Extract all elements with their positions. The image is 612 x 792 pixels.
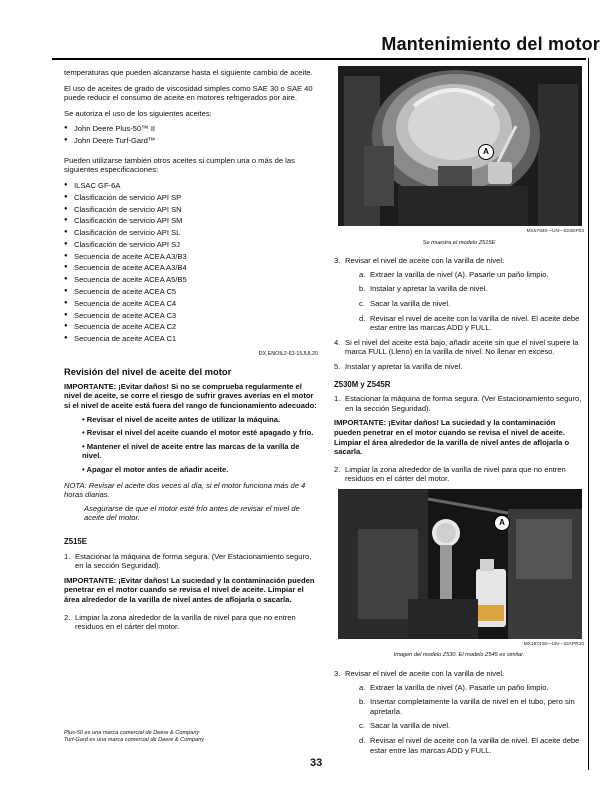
list-item: ● John Deere Turf-Gard™ xyxy=(64,136,318,146)
list-item: ● John Deere Plus-50™ II xyxy=(64,124,318,134)
substep-list xyxy=(345,683,584,756)
step-list xyxy=(334,465,584,484)
step-item: 1. Estacionar la máquina de forma segura. (Ver Estacionamiento seguro, en la sección Seguridad). xyxy=(64,551,312,571)
substep-item: d. Revisar el nivel de aceite con la varilla de nivel. El aceite debe estar entre las marcas ADD y FULL. xyxy=(359,313,580,333)
substep-item: a. Extraer la varilla de nivel (A). Pasarle un paño limpio. xyxy=(359,682,549,692)
header-rule xyxy=(52,58,586,60)
substep-item: b. Insertar completamente la varilla de nivel en el tubo, pero sin apretarla. xyxy=(359,697,575,716)
footnotes xyxy=(64,730,314,744)
page-number: 33 xyxy=(310,757,323,769)
step-text: Instalar y apretar la varilla de nivel. xyxy=(345,361,463,371)
list-item: ● Secuencia de aceite ACEA C5 xyxy=(64,287,318,297)
list-item: ● Clasificación de servicio API SM xyxy=(64,216,318,226)
footnote: Turf-Gard es una marca comercial de Deere & Company xyxy=(64,737,205,743)
list-item: ● Secuencia de aceite ACEA C4 xyxy=(64,299,318,309)
step-list xyxy=(334,256,584,371)
step-list xyxy=(64,552,318,571)
substep-item: c. Sacar la varilla de nivel. xyxy=(359,298,451,308)
note: NOTA: Revisar el aceite dos veces al día, si el motor funciona más de 4 horas diarias. xyxy=(64,480,306,500)
substep-text: Sacar la varilla de nivel. xyxy=(370,721,451,731)
step-text: Limpiar la zona alrededor de la varilla de nivel para que no entren residuos en el cárter del motor. xyxy=(75,612,296,632)
list-item: ● ILSAC GF-6A xyxy=(64,181,318,191)
paragraph: Se autoriza el uso de los siguientes aceites: xyxy=(64,108,212,118)
figure-id: MX187426—UN—22APR20 xyxy=(523,641,584,647)
page-title: Mantenimiento del motor xyxy=(381,34,600,54)
substep-text: Instalar y apretar la varilla de nivel. xyxy=(370,284,488,294)
substep-text: Extraer la varilla de nivel (A). Pasarle un paño limpio. xyxy=(370,682,549,692)
step-text: Revisar el nivel de aceite con la varilla de nivel: xyxy=(345,256,505,266)
footnote: Plus-50 es una marca comercial de Deere & Company xyxy=(64,730,200,736)
paragraph: Pueden utilizarse también otros aceites si cumplen una o más de las siguientes especificaciones: xyxy=(64,155,295,175)
engine-photo-z530 xyxy=(338,489,582,639)
step-text: Limpiar la zona alrededor de la varilla de nivel para que no entren residuos en el cárter del motor. xyxy=(345,464,566,484)
step-text: Revisar el nivel de aceite con la varilla de nivel. xyxy=(345,669,505,679)
step-item: 3. Revisar el nivel de aceite con la varilla de nivel: a. Extraer la varilla de nivel (A). Pasarle un paño limpio. b. Instalar y apretar la varilla de nivel. c. Sacar la varilla de nivel. d. Revisar el nivel de aceite con la varilla de nivel. El aceite debe estar entre las marcas ADD y FULL. xyxy=(334,256,584,333)
paragraph: temperaturas que pueden alcanzarse hasta el siguiente cambio de aceite. xyxy=(64,68,313,77)
substep-text: Extraer la varilla de nivel (A). Pasarle un paño limpio. xyxy=(370,269,549,279)
step-list xyxy=(334,669,584,755)
substep-text: Revisar el nivel de aceite con la varilla de nivel. El aceite debe estar entre las marcas ADD y FULL. xyxy=(370,736,580,755)
figure-caption: Se muestra el modelo Z515E xyxy=(422,239,496,246)
important-item: • Revisar el nivel de aceite antes de utilizar la máquina. xyxy=(82,414,281,424)
important-item: • Mantener el nivel de aceite entre las marcas de la varilla de nivel. xyxy=(82,441,300,461)
important-notice: IMPORTANTE: ¡Evitar daños! La suciedad y la contaminación pueden penetrar en el motor cuando se revisa el nivel de aceite. Limpiar el área alrededor de la varilla de nivel antes de aflojarla o sacarla. xyxy=(334,418,570,457)
note-continuation: Asegurarse de que el motor esté frío antes de revisar el nivel de aceite del motor. xyxy=(84,503,300,523)
list-item: ● Secuencia de aceite ACEA C1 xyxy=(64,334,318,344)
step-item: 1. Estacionar la máquina de forma segura. (Ver Estacionamiento seguro, en la sección Seguridad). xyxy=(334,394,582,413)
step-list xyxy=(64,613,318,632)
left-column xyxy=(64,68,318,637)
list-item: ● Clasificación de servicio API SN xyxy=(64,205,318,215)
engine-photo-z515e xyxy=(338,66,582,226)
step-text: Estacionar la máquina de forma segura. (Ver Estacionamiento seguro, en la sección Seguridad). xyxy=(75,551,312,571)
step-item: 5. Instalar y apretar la varilla de nivel. xyxy=(334,361,463,371)
step-list xyxy=(334,394,584,413)
figure-id: MX57840—UN—02SEP03 xyxy=(526,229,584,234)
substep-text: Sacar la varilla de nivel. xyxy=(370,298,451,308)
list-item: ● Clasificación de servicio API SL xyxy=(64,228,318,238)
engine-illustration xyxy=(338,489,582,639)
substep-list xyxy=(345,270,584,333)
step-text: Si el nivel del aceite está bajo, añadir aceite sin que el nivel supere la marca FULL (Lleno) en la varilla de nivel. No llenar en exceso. xyxy=(345,337,579,357)
step-text: Estacionar la máquina de forma segura. (Ver Estacionamiento seguro, en la sección Seguridad). xyxy=(345,394,582,413)
figure-caption: Imagen del modelo Z530. El modelo Z545 es similar. xyxy=(393,652,525,659)
list-item: ● Secuencia de aceite ACEA A3/B4 xyxy=(64,263,318,273)
substep-item: a. Extraer la varilla de nivel (A). Pasarle un paño limpio. xyxy=(359,269,549,279)
right-column xyxy=(334,66,584,760)
callout-a: A xyxy=(494,515,510,531)
right-margin-line xyxy=(588,58,589,770)
document-id: DX,ENOIL2-63-15JUL20 xyxy=(258,350,318,357)
step-item: 2. Limpiar la zona alrededor de la varilla de nivel para que no entren residuos en el cárter del motor. xyxy=(64,612,296,632)
important-item: • Revisar el nivel del aceite cuando el motor esté apagado y frío. xyxy=(82,428,314,438)
substep-text: Revisar el nivel de aceite con la varilla de nivel. El aceite debe estar entre las marcas ADD y FULL. xyxy=(370,313,580,333)
substep-item: b. Instalar y apretar la varilla de nivel. xyxy=(359,284,488,294)
spec-list xyxy=(64,181,318,344)
substep-item: d. Revisar el nivel de aceite con la varilla de nivel. El aceite debe estar entre las marcas ADD y FULL. xyxy=(359,736,580,755)
engine-illustration xyxy=(338,66,582,226)
list-item: ● Clasificación de servicio API SJ xyxy=(64,240,318,250)
paragraph: El uso de aceites de grado de viscosidad simples como SAE 30 o SAE 40 puede reducir el consumo de aceite en motores refrigerados por aire. xyxy=(64,83,313,103)
list-item: ● Secuencia de aceite ACEA A3/B3 xyxy=(64,252,318,262)
list-item: ● Secuencia de aceite ACEA C2 xyxy=(64,322,318,332)
oil-list xyxy=(64,124,318,145)
substep-item: c. Sacar la varilla de nivel. xyxy=(359,721,451,731)
list-item: ● Clasificación de servicio API SP xyxy=(64,193,318,203)
step-item: 4. Si el nivel del aceite está bajo, añadir aceite sin que el nivel supere la marca FULL (Lleno) en la varilla de nivel. No llenar en exceso. xyxy=(334,337,579,357)
model-heading: Z530M y Z545R xyxy=(334,379,391,389)
substep-text: Insertar completamente la varilla de nivel en el tubo, pero sin apretarla. xyxy=(370,697,575,716)
step-item: 3. Revisar el nivel de aceite con la varilla de nivel. a. Extraer la varilla de nivel (A). Pasarle un paño limpio. b. Insertar completamente la varilla de nivel en el tubo, pero sin apretarla. c. Sacar la varilla de nivel. d. Revisar el nivel de aceite con la varilla de nivel. El aceite debe estar entre las marcas ADD y FULL. xyxy=(334,669,584,755)
model-heading: Z515E xyxy=(64,537,87,546)
list-item: ● Secuencia de aceite ACEA C3 xyxy=(64,311,318,321)
important-item: • Apagar el motor antes de añadir aceite. xyxy=(82,465,229,475)
callout-a: A xyxy=(478,144,494,160)
step-item: 2. Limpiar la zona alrededor de la varilla de nivel para que no entren residuos en el cárter del motor. xyxy=(334,464,566,484)
section-title: Revisión del nivel de aceite del motor xyxy=(64,366,232,378)
list-item: ● Secuencia de aceite ACEA A5/B5 xyxy=(64,275,318,285)
important-notice: IMPORTANTE: ¡Evitar daños! La suciedad y la contaminación pueden penetrar en el motor cuando se revisa el nivel de aceite. Limpiar el área alrededor de la varilla de nivel antes de aflojarla o sacarla. xyxy=(64,575,315,604)
important-notice: IMPORTANTE: ¡Evitar daños! Si no se comprueba regularmente el nivel de aceite, se corre el riesgo de sufrir graves averías en el motor si el nivel de aceite está fuera del rango de funcionamiento adecuado: xyxy=(64,381,317,411)
